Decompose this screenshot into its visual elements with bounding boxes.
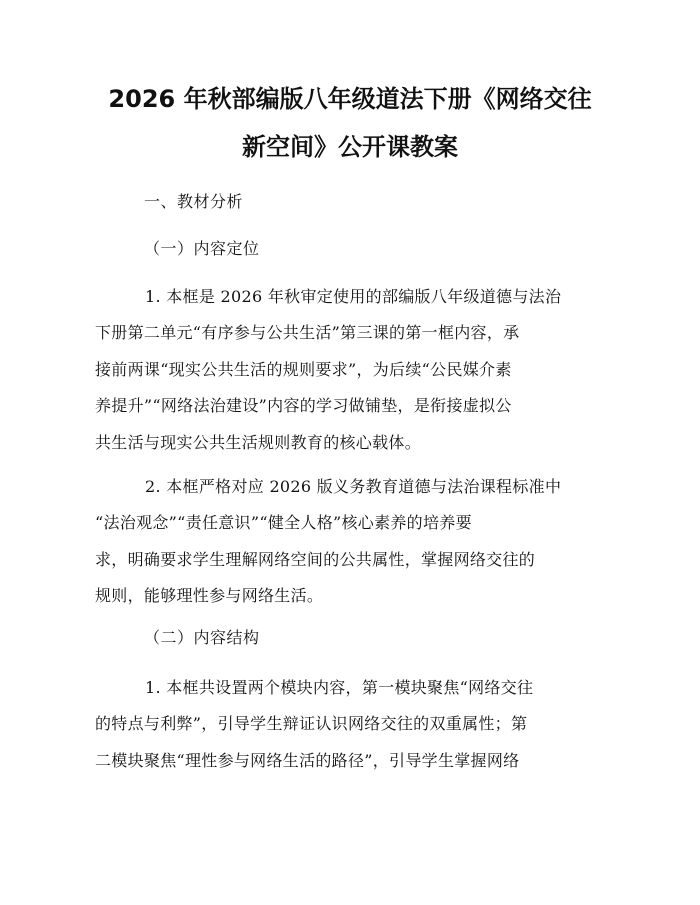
paragraph-line: 的特点与利弊”，引导学生辩证认识网络交往的双重属性；第	[95, 714, 528, 734]
paragraph-2	[95, 469, 605, 615]
paragraph-line: 1. 本框是 2026 年秋审定使用的部编版八年级道德与法治	[145, 287, 562, 306]
paragraph-line: 共生活与现实公共生活规则教育的核心载体。	[95, 432, 422, 452]
paragraph-line: 规则，能够理性参与网络生活。	[95, 586, 324, 606]
subsection-heading-content-structure: （二）内容结构	[144, 628, 260, 647]
title-line-1: 2026 年秋部编版八年级道法下册《网络交往	[108, 85, 592, 113]
paragraph-1	[95, 279, 605, 461]
paragraph-line: 接前两课“现实公共生活的规则要求”，为后续“公民媒介素	[95, 359, 512, 379]
section-heading-textbook-analysis: 一、教材分析	[144, 192, 244, 211]
paragraph-line: 下册第二单元“有序参与公共生活”第三课的第一框内容，承	[95, 323, 520, 343]
paragraph-line: 二模块聚焦“理性参与网络生活的路径”，引导学生掌握网络	[95, 750, 520, 770]
paragraph-line: 1. 本框共设置两个模块内容，第一模块聚焦“网络交往	[145, 678, 534, 697]
title-line-2: 新空间》公开课教案	[242, 133, 458, 161]
paragraph-line: 养提升”“网络法治建设”内容的学习做铺垫，是衔接虚拟公	[95, 396, 512, 416]
subsection-heading-content-positioning: （一）内容定位	[144, 239, 260, 258]
paragraph-line: 2. 本框严格对应 2026 版义务教育道德与法治课程标准中	[145, 477, 562, 496]
paragraph-line: 求，明确要求学生理解网络空间的公共属性，掌握网络交往的	[95, 549, 536, 569]
paragraph-3	[95, 670, 605, 779]
paragraph-line: “法治观念”“责任意识”“健全人格”核心素养的培养要	[95, 513, 472, 533]
